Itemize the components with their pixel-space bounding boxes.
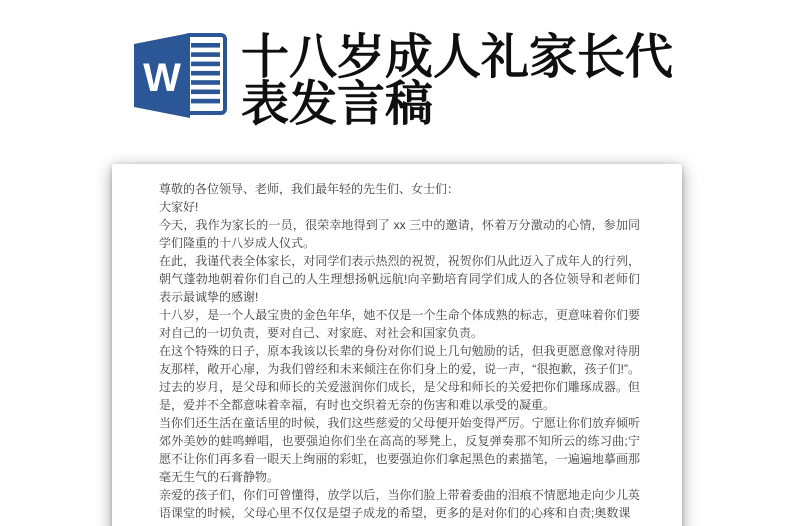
paragraph: 亲爱的孩子们，你们可曾懂得，放学以后，当你们脸上带着委曲的泪痕不情愿地走向少儿英语课堂的时候，父母心里不仅仅是望子成龙的希望，更多的是对你们的心疼和自责;奥数课 (159, 488, 640, 520)
paragraph: 当你们还生活在童话里的时候，我们这些慈爱的父母便开始变得严厉。宁愿让你们放弃倾听郊外美妙的蛙鸣蝉唱，也要强迫你们坐在高高的琴凳上，反复弹奏那不知所云的练习曲;宁愿不让你们再多看一眼天上绚丽的彩虹，也要强迫你们拿起黑色的素描笔，一遍遍地摹画那毫无生气的石膏静物。 (159, 416, 640, 484)
paragraph: 十八岁，是一个人最宝贵的金色年华，她不仅是一个生命个体成熟的标志，更意味着你们要对自己的一切负责，要对自己、对家庭、对社会和国家负责。 (159, 308, 640, 340)
paragraph: 在这个特殊的日子，原本我该以长辈的身份对你们说上几句勉励的话，但我更愿意像对待朋友那样，敞开心扉，为我们曾经和未来倾注在你们身上的爱，说一声，“很抱歉，孩子们!”。过去的岁月，是父母和师长的关爱滋润你们成长，是父母和师长的关爱把你们雕琢成器。但是，爱并不全都意味着幸福，有时也交织着无奈的伤害和难以承受的凝重。 (159, 344, 640, 412)
word-icon-letter: W (143, 56, 181, 100)
document-body (112, 164, 682, 522)
document-header (132, 30, 693, 131)
paragraph: 今天，我作为家长的一员，很荣幸地得到了 xx 三中的邀请，怀着万分激动的心情，参加同学们隆重的十八岁成人仪式。 (159, 218, 640, 250)
paragraph-salutation: 尊敬的各位领导、老师，我们最年轻的先生们、女士们： (159, 182, 460, 196)
ms-word-icon (132, 30, 228, 118)
document-title: 十八岁成人礼家长代表发言稿 (241, 31, 674, 131)
document-page-card (112, 164, 682, 526)
ms-word-icon-graphic (132, 30, 228, 118)
paragraph-greeting: 大家好! (159, 200, 199, 214)
paragraph: 在此，我谨代表全体家长，对同学们表示热烈的祝贺，祝贺你们从此迈入了成年人的行列，朝气蓬勃地朝着你们自己的人生理想扬帆远航!向辛勤培育同学们成人的各位领导和老师们表示最诚挚的感谢! (159, 254, 640, 304)
